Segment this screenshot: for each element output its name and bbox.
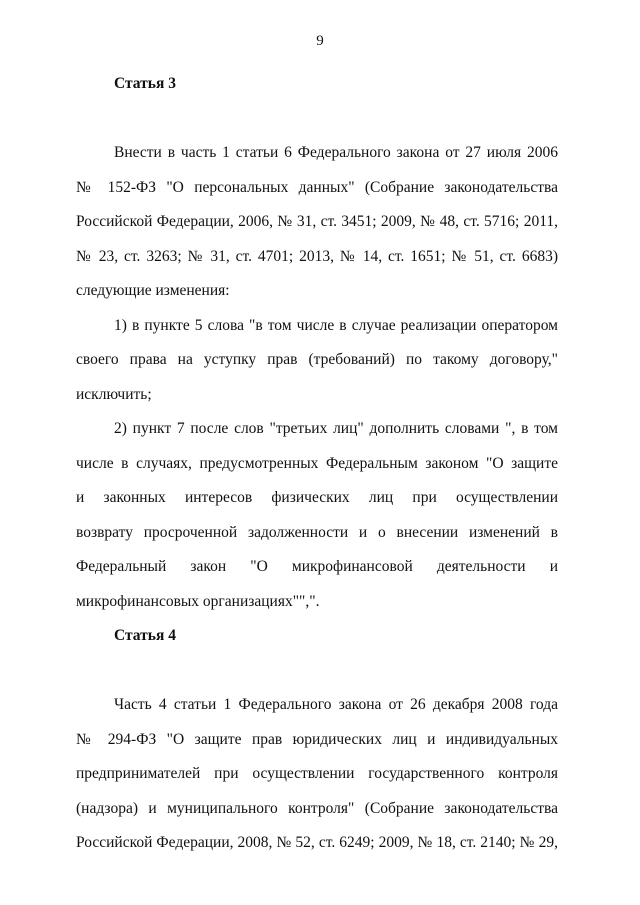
text-line: числе в случаях, предусмотренных Федеральным законом "О защите xyxy=(76,454,558,472)
spacer xyxy=(76,102,558,137)
text-line: (надзора) и муниципального контроля" (Собрание законодательства xyxy=(76,799,558,817)
document-body xyxy=(76,67,558,861)
text-line: предпринимателей при осуществлении государственного контроля xyxy=(76,765,558,782)
article-4-heading: Статья 4 xyxy=(114,627,176,644)
text-line: следующие изменения: xyxy=(76,282,230,299)
spacer xyxy=(76,654,558,689)
text-line: № 294-ФЗ "О защите прав юридических лиц и индивидуальных xyxy=(76,730,558,748)
text-line: Федеральный закон "О микрофинансовой деятельности и xyxy=(76,558,558,575)
text-line: № 23, ст. 3263; № 31, ст. 4701; 2013, № 14, ст. 1651; № 51, ст. 6683) xyxy=(76,247,558,265)
article-3-intro-paragraph xyxy=(76,136,558,309)
text-line: Часть 4 статьи 1 Федерального закона от 26 декабря 2008 года xyxy=(114,696,558,713)
text-line: и законных интересов физических лиц при осуществлении xyxy=(76,489,558,506)
text-line: 1) в пункте 5 слова "в том числе в случае реализации оператором xyxy=(114,316,558,334)
article-4-intro-paragraph xyxy=(76,688,558,861)
text-line: своего права на уступку прав (требований) по такому договору," xyxy=(76,351,558,368)
article-3-item-2-paragraph xyxy=(76,412,558,619)
text-line: исключить; xyxy=(76,385,152,403)
text-line: возврату просроченной задолженности и о внесении изменений в xyxy=(76,523,558,541)
text-line: № 152-ФЗ "О персональных данных" (Собрание законодательства xyxy=(76,178,558,196)
article-3-heading: Статья 3 xyxy=(114,75,176,92)
text-line: 2) пункт 7 после слов "третьих лиц" дополнить словами ", в том xyxy=(114,420,558,437)
page-number: 9 xyxy=(316,33,324,49)
text-line: Российской Федерации, 2006, № 31, ст. 3451; 2009, № 48, ст. 5716; 2011, xyxy=(76,213,558,230)
article-3-item-1-paragraph xyxy=(76,309,558,413)
text-line: Внести в часть 1 статьи 6 Федерального закона от 27 июля 2006 xyxy=(114,144,558,161)
text-line: микрофинансовых организациях"",". xyxy=(76,592,320,610)
text-line: Российской Федерации, 2008, № 52, ст. 6249; 2009, № 18, ст. 2140; № 29, xyxy=(76,834,558,851)
